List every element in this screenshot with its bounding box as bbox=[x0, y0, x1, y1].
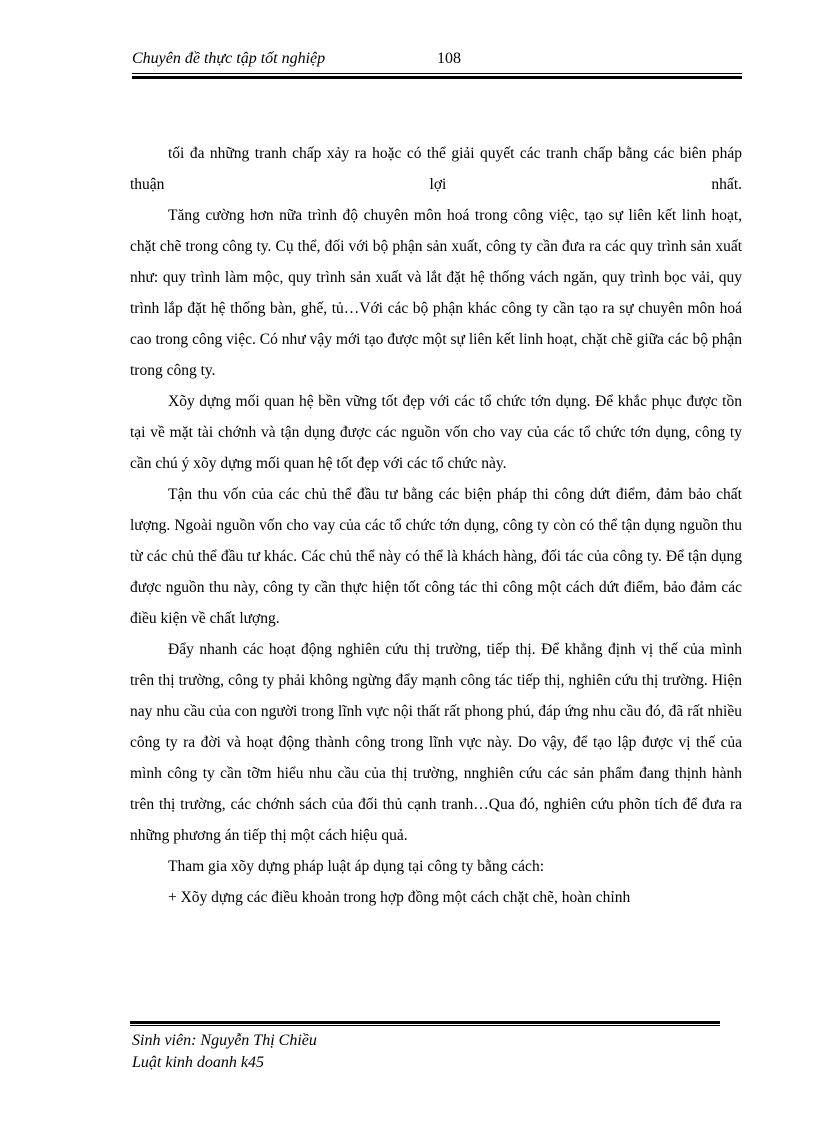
footer-student: Sinh viên: Nguyễn Thị Chiều bbox=[132, 1032, 317, 1049]
footer-divider bbox=[130, 1025, 720, 1026]
footer-divider-thick bbox=[130, 1021, 720, 1024]
page-number: 108 bbox=[437, 50, 461, 67]
paragraph: Tận thu vốn của các chủ thể đầu tư bằng các biện pháp thi công dứt điểm, đảm bảo chất lượng. Ngoài nguồn vốn cho vay của các tổ chức tớn dụng, công ty còn có thể tận dụng nguồn thu từ các chủ thể đầu tư khác. Các chủ thể này có thể là khách hàng, đối tác của công ty. Để tận dụng được nguồn thu này, công ty cần thực hiện tốt công tác thi công một cách dứt điểm, bảo đảm các điều kiện về chất lượng. bbox=[130, 486, 742, 627]
paragraph-continuation: tối đa những tranh chấp xảy ra hoặc có thể giải quyết các tranh chấp bằng các biên pháp thuận lợi nhất. bbox=[130, 145, 742, 193]
page-header bbox=[132, 50, 742, 72]
header-divider-thick bbox=[132, 76, 742, 79]
page-footer bbox=[132, 1030, 317, 1074]
header-divider bbox=[132, 73, 742, 74]
paragraph: Đẩy nhanh các hoạt động nghiên cứu thị trường, tiếp thị. Để khẳng định vị thế của mình trên thị trường, công ty phải không ngừng đẩy mạnh công tác tiếp thị, nghiên cứu thị trường. Hiện nay nhu cầu của con người trong lĩnh vực nội thất rất phong phú, đáp ứng nhu cầu đó, đã rất nhiều công ty ra đời và hoạt động thành công trong lĩnh vực này. Do vậy, để tạo lập được vị thế của mình công ty cần tỡm hiểu nhu cầu của thị trường, nnghiên cứu các sản phẩm đang thịnh hành trên thị trường, các chớnh sách của đối thủ cạnh tranh…Qua đó, nghiên cứu phõn tích để đưa ra những phương án tiếp thị một cách hiệu quả. bbox=[130, 641, 742, 844]
footer-class: Luật kinh doanh k45 bbox=[132, 1054, 264, 1071]
document-body bbox=[130, 138, 742, 913]
list-item: + Xõy dựng các điều khoản trong hợp đồng một cách chặt chẽ, hoàn chỉnh bbox=[168, 889, 631, 906]
paragraph: Tham gia xõy dựng pháp luật áp dụng tại công ty bằng cách: bbox=[168, 858, 544, 875]
paragraph: Tăng cường hơn nữa trình độ chuyên môn hoá trong công việc, tạo sự liên kết linh hoạt, chặt chẽ trong công ty. Cụ thể, đối với bộ phận sản xuất, công ty cần đưa ra các quy trình sản xuất như: quy trình làm mộc, quy trình sản xuất và lắt đặt hệ thống vách ngăn, quy trình bọc vải, quy trình lắp đặt hệ thống bàn, ghế, tủ…Với các bộ phận khác công ty cần tạo ra sự chuyên môn hoá cao trong công việc. Có như vậy mới tạo được một sự liên kết linh hoạt, chặt chẽ giữa các bộ phận trong công ty. bbox=[130, 207, 742, 379]
header-title: Chuyên đề thực tập tốt nghiệp bbox=[132, 50, 326, 67]
paragraph: Xõy dựng mối quan hệ bền vững tốt đẹp với các tổ chức tớn dụng. Để khắc phục được tồn tại về mặt tài chớnh và tận dụng được các nguồn vốn cho vay của các tổ chức tớn dụng, công ty cần chú ý xõy dựng mối quan hệ tốt đẹp với các tổ chức này. bbox=[130, 393, 742, 472]
